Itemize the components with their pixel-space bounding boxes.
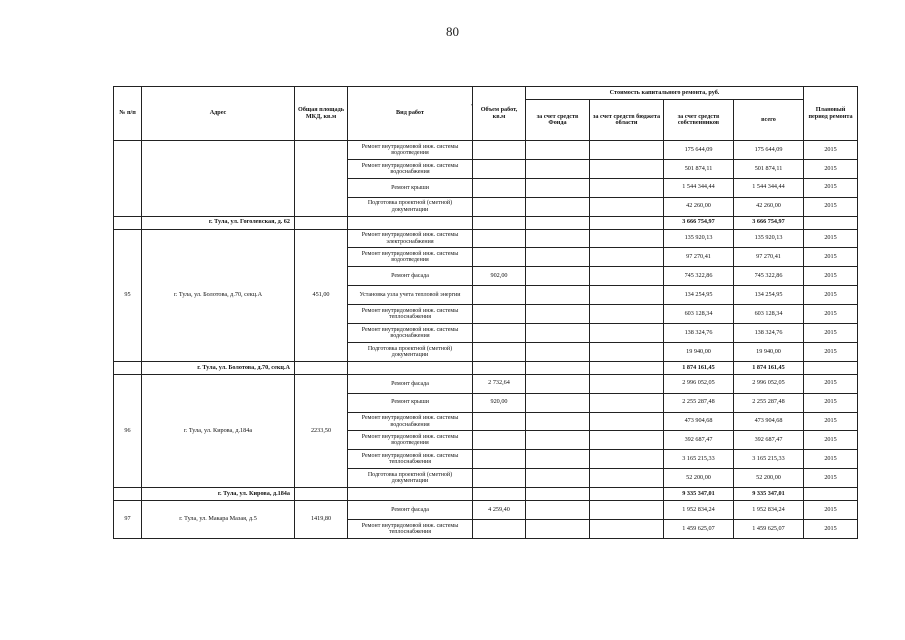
owners-cell: 138 324,76	[664, 324, 734, 343]
subtotal-fund-cell	[526, 488, 590, 501]
fund-cell	[526, 450, 590, 469]
owners-cell: 1 544 344,44	[664, 178, 734, 197]
subtotal-address: г. Тула, ул. Кирова, д.184а	[142, 488, 295, 501]
budget-cell	[590, 431, 664, 450]
subtotal-num-cell	[114, 361, 142, 374]
owners-cell: 19 940,00	[664, 342, 734, 361]
header-volume: Объем работ, кв.м	[473, 87, 526, 141]
owners-cell: 501 874,11	[664, 159, 734, 178]
fund-cell	[526, 431, 590, 450]
fund-cell	[526, 178, 590, 197]
fund-cell	[526, 229, 590, 248]
row-number: 97	[114, 501, 142, 539]
header-work-type: Вид работ	[348, 87, 473, 141]
row-area	[295, 141, 348, 217]
owners-cell: 603 128,34	[664, 305, 734, 324]
budget-cell	[590, 267, 664, 286]
subtotal-budget-cell	[590, 361, 664, 374]
volume-cell	[473, 248, 526, 267]
fund-cell	[526, 469, 590, 488]
owners-cell: 135 920,13	[664, 229, 734, 248]
volume-cell	[473, 450, 526, 469]
repair-cost-table	[113, 86, 858, 539]
subtotal-address: г. Тула, ул. Болотова, д.70, секц.А	[142, 361, 295, 374]
volume-cell	[473, 159, 526, 178]
work-type-cell: Ремонт фасада	[348, 267, 473, 286]
subtotal-total: 3 666 754,97	[734, 216, 804, 229]
period-cell: 2015	[804, 393, 858, 412]
subtotal-period-cell	[804, 216, 858, 229]
budget-cell	[590, 450, 664, 469]
volume-cell	[473, 141, 526, 160]
period-cell: 2015	[804, 342, 858, 361]
period-cell: 2015	[804, 248, 858, 267]
period-cell: 2015	[804, 286, 858, 305]
header-fund: за счет средств Фонда	[526, 100, 590, 141]
fund-cell	[526, 342, 590, 361]
volume-cell	[473, 178, 526, 197]
fund-cell	[526, 324, 590, 343]
total-cell: 1 952 834,24	[734, 501, 804, 520]
subtotal-period-cell	[804, 488, 858, 501]
volume-cell	[473, 324, 526, 343]
volume-cell: 902,00	[473, 267, 526, 286]
period-cell: 2015	[804, 412, 858, 431]
fund-cell	[526, 412, 590, 431]
subtotal-row	[114, 216, 858, 229]
row-area: 2233,50	[295, 374, 348, 487]
header-region-budget: за счет средств бюджета области	[590, 100, 664, 141]
work-type-cell: Ремонт внутридомовой инж. системы водоотведения	[348, 141, 473, 160]
table-row	[114, 501, 858, 520]
row-address: г. Тула, ул. Болотова, д.70, секц.А	[142, 229, 295, 361]
owners-cell: 42 260,00	[664, 197, 734, 216]
budget-cell	[590, 141, 664, 160]
owners-cell: 175 644,09	[664, 141, 734, 160]
table-row	[114, 141, 858, 160]
total-cell: 175 644,09	[734, 141, 804, 160]
subtotal-work-cell	[348, 216, 473, 229]
owners-cell: 392 687,47	[664, 431, 734, 450]
subtotal-volume-cell	[473, 488, 526, 501]
budget-cell	[590, 286, 664, 305]
total-cell: 1 459 625,07	[734, 520, 804, 539]
total-cell: 3 165 215,33	[734, 450, 804, 469]
row-number: 95	[114, 229, 142, 361]
subtotal-owners: 9 335 347,01	[664, 488, 734, 501]
volume-cell	[473, 286, 526, 305]
budget-cell	[590, 324, 664, 343]
subtotal-budget-cell	[590, 488, 664, 501]
budget-cell	[590, 159, 664, 178]
period-cell: 2015	[804, 450, 858, 469]
header-total: всего	[734, 100, 804, 141]
budget-cell	[590, 342, 664, 361]
subtotal-fund-cell	[526, 216, 590, 229]
period-cell: 2015	[804, 469, 858, 488]
total-cell: 135 920,13	[734, 229, 804, 248]
total-cell: 42 260,00	[734, 197, 804, 216]
total-cell: 501 874,11	[734, 159, 804, 178]
owners-cell: 473 904,68	[664, 412, 734, 431]
budget-cell	[590, 305, 664, 324]
period-cell: 2015	[804, 267, 858, 286]
header-area: Общая площадь МКД, кв.м	[295, 87, 348, 141]
fund-cell	[526, 267, 590, 286]
period-cell: 2015	[804, 141, 858, 160]
total-cell: 134 254,95	[734, 286, 804, 305]
volume-cell: 4 259,40	[473, 501, 526, 520]
fund-cell	[526, 501, 590, 520]
work-type-cell: Ремонт внутридомовой инж. системы водоотведения	[348, 248, 473, 267]
subtotal-owners: 1 874 161,45	[664, 361, 734, 374]
period-cell: 2015	[804, 324, 858, 343]
header-cost-group: Стоимость капитального ремонта, руб.	[526, 87, 804, 100]
work-type-cell: Ремонт внутридомовой инж. системы теплоснабжения	[348, 520, 473, 539]
work-type-cell: Подготовка проектной (сметной) документации	[348, 342, 473, 361]
budget-cell	[590, 178, 664, 197]
owners-cell: 134 254,95	[664, 286, 734, 305]
row-address: г. Тула, ул. Макара Мазая, д.5	[142, 501, 295, 539]
budget-cell	[590, 412, 664, 431]
total-cell: 2 996 052,05	[734, 374, 804, 393]
period-cell: 2015	[804, 431, 858, 450]
owners-cell: 2 255 287,48	[664, 393, 734, 412]
total-cell: 52 200,00	[734, 469, 804, 488]
subtotal-address: г. Тула, ул. Гоголевская, д. 62	[142, 216, 295, 229]
fund-cell	[526, 159, 590, 178]
work-type-cell: Ремонт внутридомовой инж. системы водоснабжения	[348, 324, 473, 343]
fund-cell	[526, 286, 590, 305]
scan-mark: •	[471, 103, 474, 109]
fund-cell	[526, 305, 590, 324]
header-address: Адрес	[142, 87, 295, 141]
header-period: Плановый период ремонта	[804, 87, 858, 141]
budget-cell	[590, 197, 664, 216]
subtotal-num-cell	[114, 216, 142, 229]
budget-cell	[590, 229, 664, 248]
work-type-cell: Ремонт фасада	[348, 374, 473, 393]
subtotal-total: 1 874 161,45	[734, 361, 804, 374]
volume-cell	[473, 431, 526, 450]
work-type-cell: Ремонт внутридомовой инж. системы водоснабжения	[348, 159, 473, 178]
budget-cell	[590, 520, 664, 539]
volume-cell	[473, 412, 526, 431]
table-row	[114, 374, 858, 393]
owners-cell: 2 996 052,05	[664, 374, 734, 393]
fund-cell	[526, 520, 590, 539]
subtotal-fund-cell	[526, 361, 590, 374]
subtotal-volume-cell	[473, 216, 526, 229]
work-type-cell: Ремонт внутридомовой инж. системы водоснабжения	[348, 412, 473, 431]
subtotal-row	[114, 361, 858, 374]
fund-cell	[526, 197, 590, 216]
volume-cell	[473, 229, 526, 248]
table-row	[114, 229, 858, 248]
owners-cell: 97 270,41	[664, 248, 734, 267]
work-type-cell: Ремонт фасада	[348, 501, 473, 520]
total-cell: 1 544 344,44	[734, 178, 804, 197]
volume-cell	[473, 305, 526, 324]
subtotal-area-cell	[295, 216, 348, 229]
budget-cell	[590, 469, 664, 488]
total-cell: 19 940,00	[734, 342, 804, 361]
owners-cell: 1 459 625,07	[664, 520, 734, 539]
budget-cell	[590, 501, 664, 520]
total-cell: 138 324,76	[734, 324, 804, 343]
subtotal-owners: 3 666 754,97	[664, 216, 734, 229]
row-area: 1419,80	[295, 501, 348, 539]
work-type-cell: Ремонт внутридомовой инж. системы теплоснабжения	[348, 450, 473, 469]
total-cell: 97 270,41	[734, 248, 804, 267]
period-cell: 2015	[804, 520, 858, 539]
fund-cell	[526, 248, 590, 267]
work-type-cell: Подготовка проектной (сметной) документации	[348, 469, 473, 488]
total-cell: 2 255 287,48	[734, 393, 804, 412]
row-number: 96	[114, 374, 142, 487]
subtotal-volume-cell	[473, 361, 526, 374]
row-number	[114, 141, 142, 217]
work-type-cell: Подготовка проектной (сметной) документации	[348, 197, 473, 216]
period-cell: 2015	[804, 159, 858, 178]
total-cell: 603 128,34	[734, 305, 804, 324]
fund-cell	[526, 393, 590, 412]
period-cell: 2015	[804, 178, 858, 197]
row-address	[142, 141, 295, 217]
subtotal-row	[114, 488, 858, 501]
volume-cell: 920,00	[473, 393, 526, 412]
budget-cell	[590, 374, 664, 393]
row-area: 451,00	[295, 229, 348, 361]
subtotal-area-cell	[295, 488, 348, 501]
table-body	[114, 141, 858, 539]
row-address: г. Тула, ул. Кирова, д.184а	[142, 374, 295, 487]
period-cell: 2015	[804, 197, 858, 216]
subtotal-area-cell	[295, 361, 348, 374]
fund-cell	[526, 374, 590, 393]
work-type-cell: Ремонт внутридомовой инж. системы электроснабжения	[348, 229, 473, 248]
subtotal-work-cell	[348, 488, 473, 501]
work-type-cell: Ремонт крыши	[348, 393, 473, 412]
subtotal-num-cell	[114, 488, 142, 501]
subtotal-work-cell	[348, 361, 473, 374]
work-type-cell: Ремонт крыши	[348, 178, 473, 197]
work-type-cell: Установка узла учета тепловой энергии	[348, 286, 473, 305]
total-cell: 745 322,86	[734, 267, 804, 286]
volume-cell	[473, 469, 526, 488]
budget-cell	[590, 248, 664, 267]
header-owners: за счет средств собственников	[664, 100, 734, 141]
volume-cell	[473, 342, 526, 361]
volume-cell	[473, 520, 526, 539]
period-cell: 2015	[804, 229, 858, 248]
total-cell: 473 904,68	[734, 412, 804, 431]
owners-cell: 52 200,00	[664, 469, 734, 488]
work-type-cell: Ремонт внутридомовой инж. системы теплоснабжения	[348, 305, 473, 324]
total-cell: 392 687,47	[734, 431, 804, 450]
page-number: 80	[446, 24, 459, 39]
owners-cell: 1 952 834,24	[664, 501, 734, 520]
fund-cell	[526, 141, 590, 160]
subtotal-budget-cell	[590, 216, 664, 229]
subtotal-total: 9 335 347,01	[734, 488, 804, 501]
period-cell: 2015	[804, 374, 858, 393]
period-cell: 2015	[804, 501, 858, 520]
volume-cell	[473, 197, 526, 216]
owners-cell: 745 322,86	[664, 267, 734, 286]
period-cell: 2015	[804, 305, 858, 324]
subtotal-period-cell	[804, 361, 858, 374]
volume-cell: 2 732,64	[473, 374, 526, 393]
header-num: № п/п	[114, 87, 142, 141]
work-type-cell: Ремонт внутридомовой инж. системы водоотведения	[348, 431, 473, 450]
budget-cell	[590, 393, 664, 412]
owners-cell: 3 165 215,33	[664, 450, 734, 469]
